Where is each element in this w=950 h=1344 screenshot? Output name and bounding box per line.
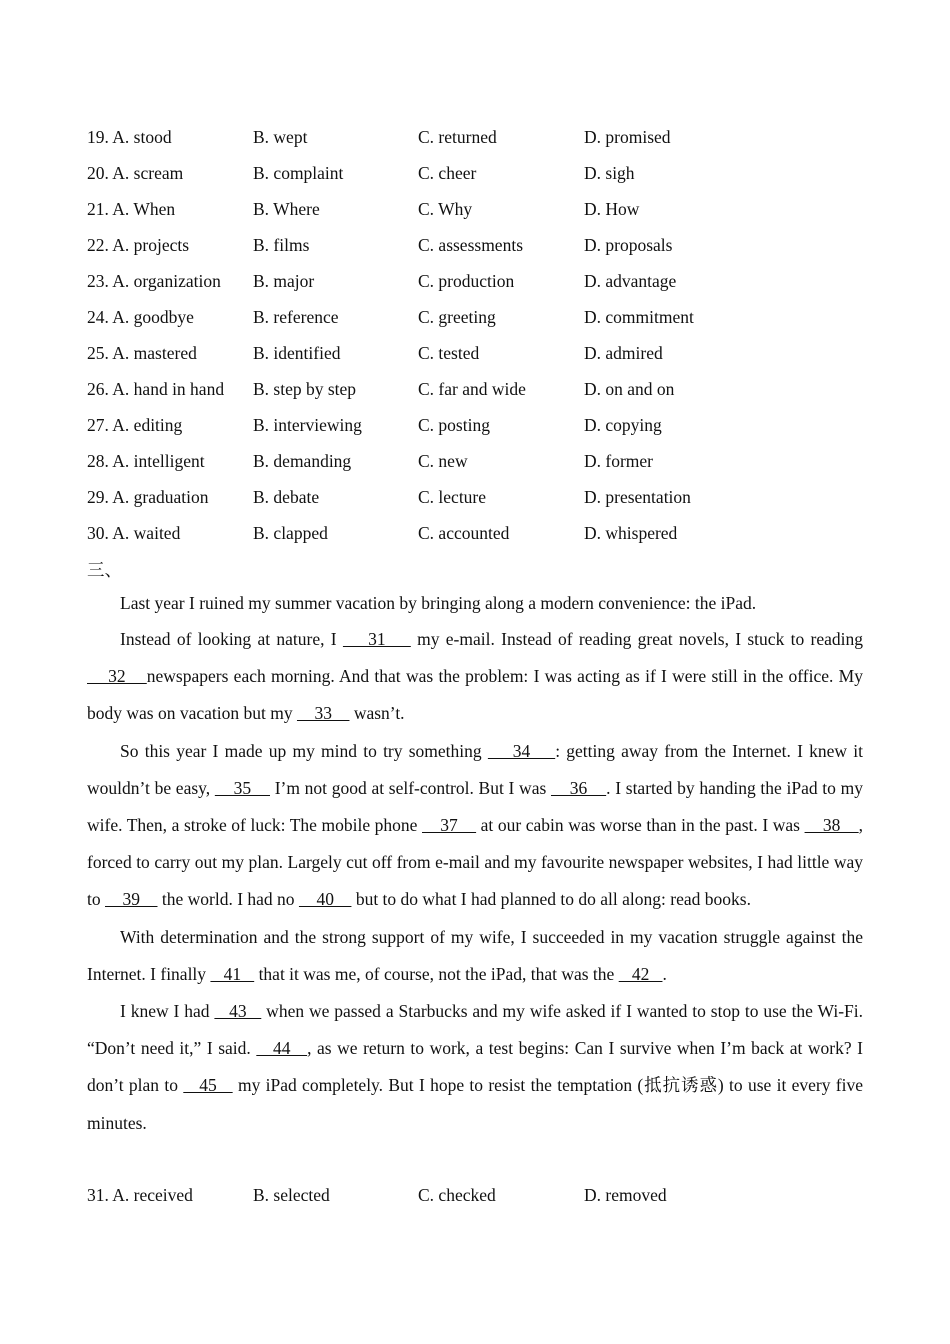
option-b: B. debate	[253, 487, 320, 507]
option-c: C. accounted	[418, 523, 510, 543]
option-c: C. lecture	[418, 487, 487, 507]
blank-number: 39	[105, 889, 158, 910]
option-a: 21. A. When	[87, 199, 176, 219]
blank-number: 32	[87, 666, 147, 687]
option-a: 26. A. hand in hand	[87, 379, 225, 399]
passage-text: at our cabin was worse than in the past. I was	[476, 815, 805, 836]
blank-number: 43	[214, 1001, 262, 1022]
question-row	[87, 443, 867, 479]
option-b: B. films	[253, 235, 310, 255]
passage-text: my e-mail. Instead of reading great novels, I stuck to reading	[410, 629, 863, 649]
passage-text: . I started by handing the iPad to my wife. Then, a stroke of luck: The mobile phone	[87, 777, 863, 836]
passage-text: that it was me, of course, not the iPad, that was the	[254, 963, 619, 984]
passage-text: So this year I made up my mind to try something	[120, 740, 488, 761]
option-d: D. copying	[584, 415, 662, 435]
passage-text: : getting away from the Internet. I knew it wouldn’t be easy,	[87, 740, 864, 798]
option-b: B. demanding	[253, 451, 352, 471]
blank-number: 41	[210, 963, 255, 984]
option-b: B. step by step	[253, 379, 357, 399]
option-c: C. assessments	[418, 235, 523, 255]
option-b: B. major	[253, 271, 315, 291]
option-b: B. Where	[253, 199, 320, 219]
option-c: C. posting	[418, 415, 490, 435]
blank-number: 36	[550, 777, 607, 798]
option-d: D. whispered	[584, 523, 678, 543]
passage-text: my iPad completely. But I hope to resist the temptation (抵抗诱惑) to use it every five minutes.	[87, 1075, 864, 1133]
option-c: C. checked	[418, 1185, 496, 1205]
question-row	[87, 515, 867, 551]
option-b: B. identified	[253, 343, 341, 363]
question-row	[87, 299, 867, 335]
question-row	[87, 119, 867, 155]
option-a: 27. A. editing	[87, 415, 183, 435]
question-row	[87, 227, 867, 263]
paragraph	[87, 621, 863, 733]
option-d: D. removed	[584, 1185, 667, 1205]
option-c: C. cheer	[418, 163, 477, 183]
option-a: 23. A. organization	[87, 271, 221, 291]
blank-number: 31	[342, 629, 411, 649]
question-row	[87, 1177, 867, 1213]
option-d: D. How	[584, 199, 640, 219]
option-a: 19. A. stood	[87, 127, 172, 147]
passage-text: Last year I ruined my summer vacation by bringing along a modern convenience: the iPad.	[120, 593, 757, 613]
option-b: B. clapped	[253, 523, 328, 543]
option-b: B. selected	[253, 1185, 330, 1205]
option-a: 31. A. received	[87, 1185, 193, 1205]
option-d: D. former	[584, 451, 654, 471]
blank-number: 40	[298, 889, 352, 910]
passage-text: I knew I had	[120, 1001, 215, 1022]
option-d: D. advantage	[584, 271, 677, 291]
option-a: 30. A. waited	[87, 523, 181, 543]
option-d: D. sigh	[584, 163, 635, 183]
option-b: B. interviewing	[253, 415, 362, 435]
blank-number: 45	[183, 1075, 233, 1096]
section-heading: 三、	[87, 560, 122, 580]
paragraph	[87, 919, 863, 993]
paragraph	[87, 733, 863, 919]
passage-text: I’m not good at self-control. But I was	[270, 777, 551, 798]
paragraph	[87, 585, 863, 621]
passage-text: , forced to carry out my plan. Largely cut off from e-mail and my favourite newspaper websites, I had little way to	[87, 815, 864, 910]
passage-text: With determination and the strong support of my wife, I succeeded in my vacation struggle against the Internet. I finally	[87, 926, 863, 984]
option-d: D. promised	[584, 127, 671, 147]
option-c: C. Why	[418, 199, 473, 219]
question-row	[87, 335, 867, 371]
passage-text: Instead of looking at nature, I	[120, 629, 343, 649]
cloze-passage	[87, 585, 863, 1142]
option-c: C. far and wide	[418, 379, 526, 399]
option-a: 22. A. projects	[87, 235, 190, 255]
passage-text: wasn’t.	[349, 703, 405, 724]
passage-text: .	[662, 963, 667, 984]
option-c: C. production	[418, 271, 515, 291]
option-d: D. presentation	[584, 487, 691, 507]
blank-number: 38	[804, 815, 859, 836]
blank-number: 44	[256, 1038, 308, 1059]
option-a: 24. A. goodbye	[87, 307, 194, 327]
passage-text: but to do what I had planned to do all along: read books.	[351, 889, 751, 910]
passage-text: newspapers each morning. And that was the problem: I was acting as if I were still in the office. My body was on vacation but my	[87, 666, 863, 724]
blank-number: 42	[618, 963, 663, 984]
option-b: B. wept	[253, 127, 308, 147]
choices-list-19-30	[87, 119, 867, 551]
option-c: C. new	[418, 451, 468, 471]
passage-text: when we passed a Starbucks and my wife asked if I wanted to stop to use the Wi-Fi. “Don’t need it,” I said.	[87, 1001, 864, 1059]
option-a: 20. A. scream	[87, 163, 184, 183]
option-d: D. commitment	[584, 307, 694, 327]
question-row	[87, 407, 867, 443]
option-c: C. greeting	[418, 307, 496, 327]
option-d: D. admired	[584, 343, 663, 363]
question-row	[87, 263, 867, 299]
option-a: 25. A. mastered	[87, 343, 197, 363]
paragraph	[87, 993, 863, 1142]
option-a: 29. A. graduation	[87, 487, 209, 507]
blank-number: 35	[214, 777, 270, 798]
option-d: D. on and on	[584, 379, 675, 399]
option-b: B. reference	[253, 307, 339, 327]
option-b: B. complaint	[253, 163, 344, 183]
blank-number: 37	[422, 815, 477, 836]
option-c: C. tested	[418, 343, 480, 363]
choices-list-31	[87, 1177, 867, 1213]
question-row	[87, 479, 867, 515]
question-row	[87, 371, 867, 407]
question-row	[87, 155, 867, 191]
option-a: 28. A. intelligent	[87, 451, 205, 471]
question-row	[87, 191, 867, 227]
blank-number: 34	[487, 740, 556, 761]
option-c: C. returned	[418, 127, 497, 147]
passage-text: the world. I had no	[157, 889, 299, 910]
blank-number: 33	[296, 703, 350, 724]
option-d: D. proposals	[584, 235, 673, 255]
passage-text: , as we return to work, a test begins: Can I survive when I’m back at work? I don’t plan to	[87, 1038, 864, 1096]
